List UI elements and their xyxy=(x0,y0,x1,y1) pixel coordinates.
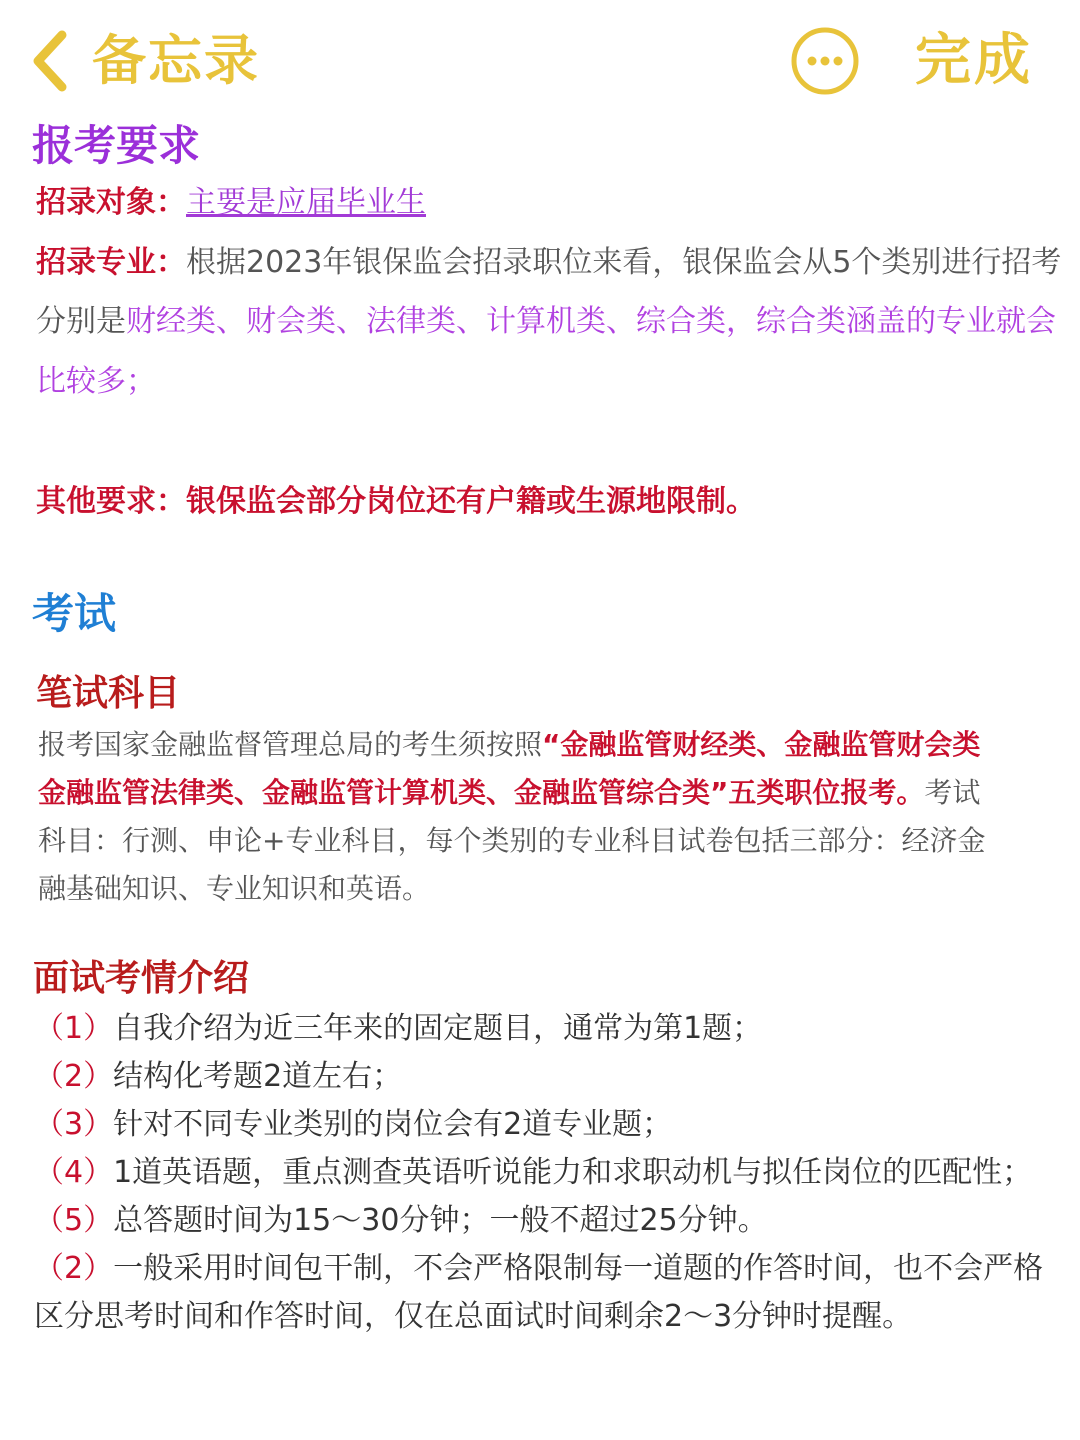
written-bold-1: “金融监管财经类、金融监管财会类 xyxy=(542,728,981,761)
back-label: 备忘录 xyxy=(92,29,260,92)
interview-item xyxy=(34,1057,402,1097)
written-row-1 xyxy=(38,725,980,765)
interview-last-line: 区分思考时间和作答时间，仅在总面试时间剩余2～3分钟时提醒。 xyxy=(34,1299,913,1334)
major-label: 招录专业： xyxy=(36,245,186,280)
interview-item xyxy=(34,1009,762,1049)
chevron-left-icon xyxy=(30,29,70,93)
interview-item-number: （2） xyxy=(34,1059,114,1094)
interview-item-text: 总答题时间为15～30分钟；一般不超过25分钟。 xyxy=(113,1203,768,1238)
major-text-1: 根据2023年银保监会招录职位来看，银保监会从5个类别进行招考 xyxy=(186,245,1062,280)
interview-item-number: （4） xyxy=(34,1155,114,1190)
major-row-3 xyxy=(36,362,156,402)
major-text-3: 比较多； xyxy=(36,364,156,399)
interview-item-text: 一般采用时间包干制，不会严格限制每一道题的作答时间，也不会严格 xyxy=(113,1251,1044,1286)
interview-item-text: 针对不同专业类别的岗位会有2道专业题； xyxy=(113,1107,673,1142)
back-button[interactable] xyxy=(30,26,260,96)
major-prefix: 分别是 xyxy=(36,304,126,339)
interview-item-number: （5） xyxy=(34,1203,114,1238)
written-text-2: 考试 xyxy=(924,776,981,809)
more-options-button[interactable] xyxy=(790,26,860,96)
section-title-requirements: 报考要求 xyxy=(32,121,201,170)
other-label: 其他要求： xyxy=(36,484,186,519)
written-row-2 xyxy=(38,773,980,813)
target-value-link[interactable]: 主要是应届毕业生 xyxy=(186,185,426,220)
other-value: 银保监会部分岗位还有户籍或生源地限制。 xyxy=(186,484,756,519)
major-categories: 财经类、财会类、法律类、计算机类、综合类，综合类涵盖的专业就会 xyxy=(126,304,1056,339)
written-bold-2: 金融监管法律类、金融监管计算机类、金融监管综合类”五类职位报考。 xyxy=(38,776,925,809)
interview-title: 面试考情介绍 xyxy=(33,958,250,999)
written-text-4: 融基础知识、专业知识和英语。 xyxy=(38,872,431,905)
written-exam-title: 笔试科目 xyxy=(36,673,181,714)
target-row xyxy=(36,183,426,223)
target-label: 招录对象： xyxy=(36,185,186,220)
interview-item xyxy=(34,1249,1043,1289)
other-row xyxy=(36,482,756,522)
done-button[interactable]: 完成 xyxy=(915,28,1033,93)
major-row-1 xyxy=(36,243,1061,283)
interview-item xyxy=(34,1201,768,1241)
interview-item-text: 结构化考题2道左右； xyxy=(113,1059,403,1094)
written-text-3: 科目：行测、申论+专业科目，每个类别的专业科目试卷包括三部分：经济金 xyxy=(38,824,986,857)
interview-item-text: 1道英语题，重点测查英语听说能力和求职动机与拟任岗位的匹配性； xyxy=(113,1155,1033,1190)
section-title-exam: 考试 xyxy=(32,589,117,638)
interview-item-number: （3） xyxy=(34,1107,114,1142)
interview-item-number: （1） xyxy=(34,1011,114,1046)
written-row-3 xyxy=(38,821,985,861)
interview-item xyxy=(34,1153,1032,1193)
interview-item-number: （2） xyxy=(34,1251,114,1286)
interview-item-text: 自我介绍为近三年来的固定题目，通常为第1题； xyxy=(113,1011,763,1046)
more-icon xyxy=(790,26,860,96)
written-row-4 xyxy=(38,869,430,909)
major-row-2 xyxy=(36,302,1056,342)
interview-item xyxy=(34,1105,672,1145)
top-nav-bar xyxy=(0,0,1080,120)
written-text-1: 报考国家金融监督管理总局的考生须按照 xyxy=(38,728,543,761)
